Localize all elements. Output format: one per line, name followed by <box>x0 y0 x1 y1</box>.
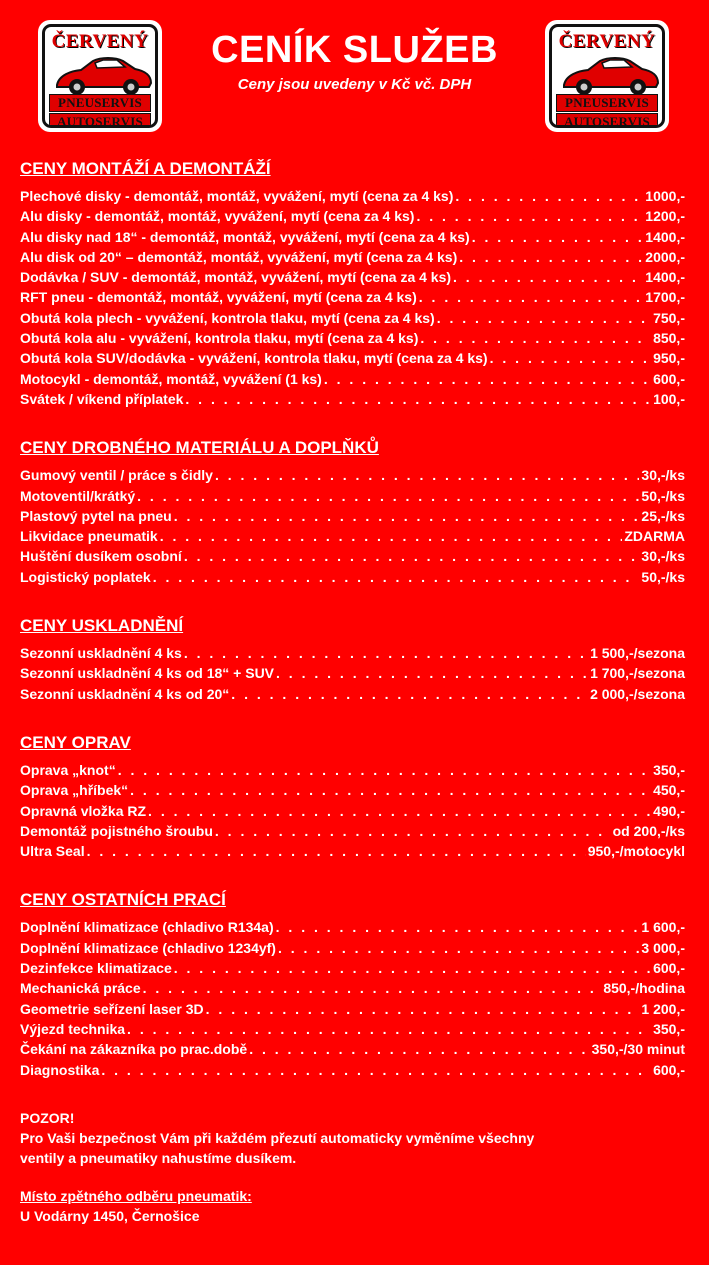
dot-leader <box>278 940 639 956</box>
service-label: Dezinfekce klimatizace <box>20 960 172 977</box>
price-row <box>20 980 685 1000</box>
price-list <box>20 158 685 1226</box>
header <box>0 0 709 140</box>
service-price: 100,- <box>653 390 685 407</box>
red-car-icon <box>558 49 662 99</box>
dot-leader <box>143 980 602 996</box>
price-row <box>20 350 685 370</box>
price-row <box>20 229 685 249</box>
dot-leader <box>490 350 651 366</box>
dot-leader <box>127 1021 651 1037</box>
service-label: Doplnění klimatizace (chladivo R134a) <box>20 919 274 936</box>
notice-title: POZOR! <box>20 1109 75 1126</box>
price-section <box>20 732 685 863</box>
price-row <box>20 310 685 330</box>
price-row <box>20 1062 685 1082</box>
price-row <box>20 803 685 823</box>
service-label: Obutá kola plech - vyvážení, kontrola tlaku, mytí (cena za 4 ks) <box>20 309 435 326</box>
logo-brand-text: ČERVENÝ <box>51 31 149 52</box>
logo-band-pneuservis: PNEUSERVIS <box>49 94 151 112</box>
dot-leader <box>185 391 651 407</box>
dot-leader <box>324 371 651 387</box>
price-row <box>20 665 685 685</box>
price-row <box>20 1001 685 1021</box>
page-subtitle: Ceny jsou uvedeny v Kč vč. DPH <box>237 76 472 93</box>
service-label: Obutá kola SUV/dodávka - vyvážení, kontrola tlaku, mytí (cena za 4 ks) <box>20 350 488 367</box>
price-row <box>20 188 685 208</box>
section-heading: CENY OSTATNÍCH PRACÍ <box>20 890 226 910</box>
service-price: 950,- <box>653 350 685 367</box>
service-label: Doplnění klimatizace (chladivo 1234yf) <box>20 939 276 956</box>
service-label: Logistický poplatek <box>20 568 151 585</box>
service-label: Výjezd technika <box>20 1020 126 1037</box>
section-heading: CENY DROBNÉHO MATERIÁLU A DOPLŇKŮ <box>20 438 379 458</box>
service-label: Alu disky - demontáž, montáž, vyvážení, mytí (cena za 4 ks) <box>20 208 415 225</box>
price-row <box>20 823 685 843</box>
price-row <box>20 269 685 289</box>
service-price: 850,- <box>653 330 685 347</box>
dot-leader <box>459 249 643 265</box>
dot-leader <box>276 665 588 681</box>
service-price: 1 600,- <box>641 919 685 936</box>
dot-leader <box>472 229 644 245</box>
service-label: Oprava „hříbek“ <box>20 782 129 799</box>
service-price: 1 700,-/sezona <box>590 665 685 682</box>
price-row <box>20 391 685 411</box>
service-label: Plechové disky - demontáž, montáž, vyvážení, mytí (cena za 4 ks) <box>20 188 454 204</box>
page-title: CENÍK SLUŽEB <box>211 29 498 71</box>
service-label: Svátek / víkend příplatek <box>20 390 184 407</box>
dot-leader <box>215 467 639 483</box>
service-price: 600,- <box>653 960 685 977</box>
logo-brand-text: ČERVENÝ <box>558 31 656 52</box>
price-row <box>20 330 685 350</box>
service-price: 30,-/ks <box>641 548 685 565</box>
dot-leader <box>419 289 644 305</box>
service-label: RFT pneu - demontáž, montáž, vyvážení, mytí (cena za 4 ks) <box>20 289 417 306</box>
price-section <box>20 437 685 589</box>
service-label: Motoventil/krátký <box>20 487 136 504</box>
notice-line-2: ventily a pneumatiky nahustíme dusíkem. <box>20 1149 297 1166</box>
price-row <box>20 569 685 589</box>
service-price: 450,- <box>653 782 685 799</box>
service-price: 490,- <box>653 802 685 819</box>
dot-leader <box>437 310 651 326</box>
dot-leader <box>153 569 640 585</box>
service-price: 50,-/ks <box>641 487 685 504</box>
dot-leader <box>215 823 611 839</box>
service-price: 1400,- <box>645 228 685 245</box>
logo-left <box>38 20 162 132</box>
service-label: Alu disky nad 18“ - demontáž, montáž, vyvážení, mytí (cena za 4 ks) <box>20 228 470 245</box>
price-row <box>20 1021 685 1041</box>
dot-leader <box>206 1001 640 1017</box>
service-price: od 200,-/ks <box>612 822 685 839</box>
service-price: 3 000,- <box>641 939 685 956</box>
service-price: 1700,- <box>645 289 685 306</box>
service-price: ZDARMA <box>624 528 685 545</box>
service-label: Mechanická práce <box>20 980 141 997</box>
service-label: Ultra Seal <box>20 843 85 860</box>
service-price: 2000,- <box>645 248 685 265</box>
dot-leader <box>231 686 588 702</box>
service-price: 350,- <box>653 1020 685 1037</box>
section-heading: CENY USKLADNĚNÍ <box>20 616 184 636</box>
price-row <box>20 467 685 487</box>
service-price: 30,-/ks <box>641 467 685 484</box>
dot-leader <box>249 1041 589 1057</box>
notice-line-1: Pro Vaši bezpečnost Vám při každém přezutí automaticky vyměníme všechny <box>20 1129 535 1146</box>
price-row <box>20 686 685 706</box>
service-label: Gumový ventil / práce s čidly <box>20 467 213 484</box>
price-row <box>20 528 685 548</box>
service-label: Diagnostika <box>20 1061 100 1078</box>
price-row <box>20 1041 685 1061</box>
price-row <box>20 488 685 508</box>
red-car-icon <box>51 49 155 99</box>
logo-band-autoservis: AUTOSERVIS <box>556 113 658 128</box>
service-label: Demontáž pojistného šroubu <box>20 822 213 839</box>
price-row <box>20 960 685 980</box>
service-price: 600,- <box>653 370 685 387</box>
dot-leader <box>453 269 643 285</box>
dot-leader <box>184 645 588 661</box>
service-price: 600,- <box>653 1061 685 1078</box>
dot-leader <box>455 188 643 204</box>
service-price: 750,- <box>653 309 685 326</box>
logo-band-pneuservis: PNEUSERVIS <box>556 94 658 112</box>
service-label: Sezonní uskladnění 4 ks <box>20 645 182 662</box>
service-price: 50,-/ks <box>641 568 685 585</box>
service-label: Oprava „knot“ <box>20 761 116 778</box>
service-price: 1000,- <box>645 188 685 204</box>
service-label: Motocykl - demontáž, montáž, vyvážení (1 ks) <box>20 370 322 387</box>
dot-leader <box>130 782 651 798</box>
service-label: Alu disk od 20“ – demontáž, montáž, vyvážení, mytí (cena za 4 ks) <box>20 248 458 265</box>
service-label: Plastový pytel na pneu <box>20 507 172 524</box>
price-row <box>20 762 685 782</box>
price-section <box>20 615 685 706</box>
price-row <box>20 289 685 309</box>
service-price: 1200,- <box>645 208 685 225</box>
service-price: 350,- <box>653 761 685 778</box>
dot-leader <box>101 1062 651 1078</box>
price-row <box>20 919 685 939</box>
dot-leader <box>276 919 640 935</box>
dot-leader <box>184 548 640 564</box>
service-price: 1 500,-/sezona <box>590 645 685 662</box>
price-row <box>20 940 685 960</box>
price-row <box>20 371 685 391</box>
dot-leader <box>148 803 651 819</box>
service-label: Likvidace pneumatik <box>20 528 158 545</box>
price-row <box>20 782 685 802</box>
dot-leader <box>87 843 586 859</box>
service-label: Huštění dusíkem osobní <box>20 548 182 565</box>
price-row <box>20 843 685 863</box>
dot-leader <box>416 208 643 224</box>
price-row <box>20 645 685 665</box>
service-price: 350,-/30 minut <box>591 1041 685 1058</box>
price-row <box>20 548 685 568</box>
service-label: Obutá kola alu - vyvážení, kontrola tlaku, mytí (cena za 4 ks) <box>20 330 419 347</box>
dot-leader <box>174 508 640 524</box>
section-heading: CENY MONTÁŽÍ A DEMONTÁŽÍ <box>20 159 271 178</box>
service-label: Geometrie seřízení laser 3D <box>20 1000 204 1017</box>
logo-right <box>545 20 669 132</box>
price-section <box>20 889 685 1081</box>
service-price: 25,-/ks <box>641 507 685 524</box>
dot-leader <box>118 762 651 778</box>
service-price: 1 200,- <box>641 1000 685 1017</box>
service-price: 2 000,-/sezona <box>590 685 685 702</box>
service-price: 850,-/hodina <box>603 980 685 997</box>
dot-leader <box>160 528 623 544</box>
section-heading: CENY OPRAV <box>20 732 131 752</box>
service-label: Opravná vložka RZ <box>20 802 147 819</box>
price-row <box>20 249 685 269</box>
notice <box>20 1108 685 1226</box>
price-row <box>20 208 685 228</box>
service-label: Dodávka / SUV - demontáž, montáž, vyvážení, mytí (cena za 4 ks) <box>20 269 452 286</box>
price-row <box>20 508 685 528</box>
logo-band-autoservis: AUTOSERVIS <box>49 113 151 128</box>
location-address: U Vodárny 1450, Černošice <box>20 1207 200 1224</box>
service-label: Čekání na zákazníka po prac.době <box>20 1041 248 1058</box>
service-price: 1400,- <box>645 269 685 286</box>
location-label: Místo zpětného odběru pneumatik: <box>20 1187 252 1204</box>
price-section <box>20 158 685 411</box>
dot-leader <box>174 960 651 976</box>
service-label: Sezonní uskladnění 4 ks od 18“ + SUV <box>20 665 275 682</box>
price-sections <box>20 158 685 1082</box>
service-label: Sezonní uskladnění 4 ks od 20“ <box>20 685 230 702</box>
dot-leader <box>137 488 639 504</box>
service-price: 950,-/motocykl <box>587 843 685 860</box>
dot-leader <box>420 330 651 346</box>
